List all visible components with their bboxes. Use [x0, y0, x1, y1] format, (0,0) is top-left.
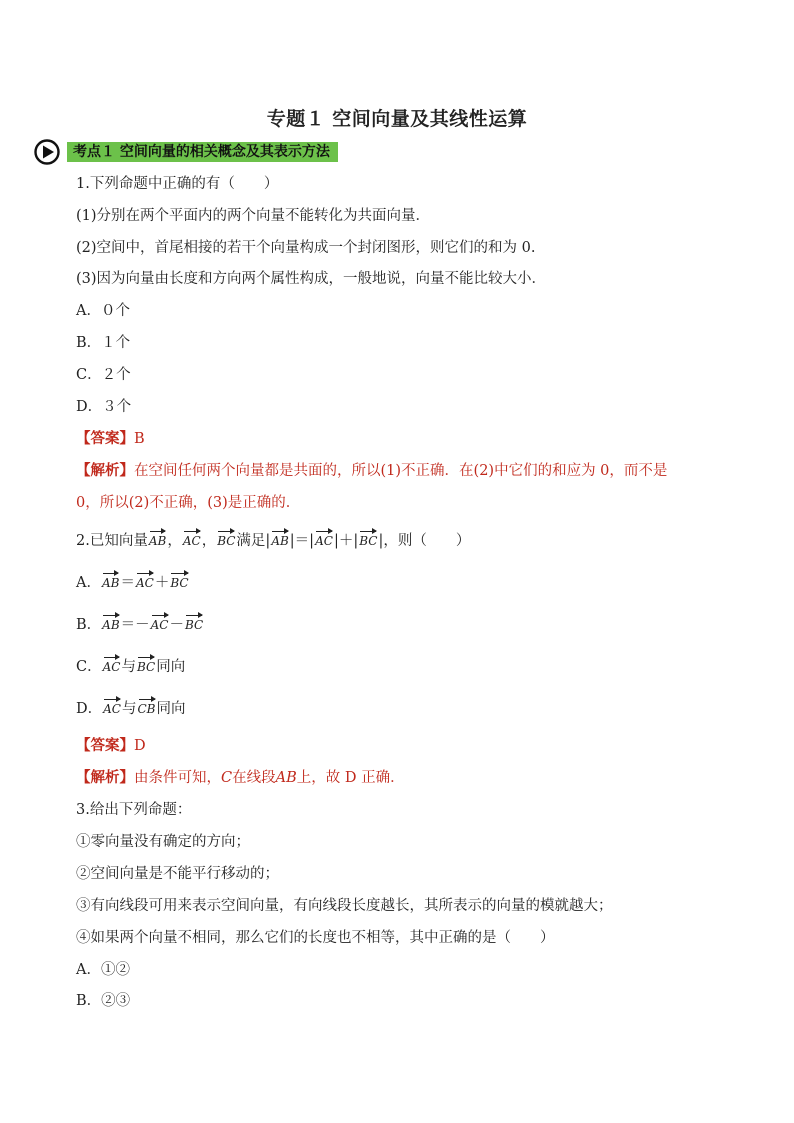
q2-stem: 2.已知向量AB，AC，BC满足|AB|＝|AC|＋|BC|，则（ ）	[76, 529, 470, 551]
q2-option-a: A．AB＝AC＋BC	[76, 571, 190, 593]
q2-stem-prefix: 2.已知向量	[76, 533, 148, 549]
vector-bc: BC	[217, 529, 235, 549]
q3-stem: 3.给出下列命题：	[76, 802, 192, 818]
q3-option-b: B．②③	[76, 993, 131, 1009]
analysis-tag: 【解析】	[76, 769, 134, 786]
vector-ab: AB	[149, 529, 166, 549]
vector-bc: BC	[137, 655, 155, 675]
answer-tag: 【答案】	[76, 737, 134, 754]
q1-option-c: C．２个	[76, 367, 131, 383]
vector-ac: AC	[103, 655, 121, 675]
q1-stem: 1.下列命题中正确的有（ ）	[76, 176, 279, 192]
q2-answer	[76, 736, 146, 756]
vector-ac: AC	[103, 697, 121, 717]
q1-option-d: D．３个	[76, 399, 132, 415]
q1-analysis-line-2: 0，所以(2)不正确，(3)是正确的．	[76, 495, 301, 511]
analysis-tag: 【解析】	[76, 462, 134, 479]
analysis-text: 在空间任何两个向量都是共面的，所以(1)不正确．在(2)中它们的和应为 0，而不是	[134, 463, 668, 479]
vector-cb: CB	[138, 697, 156, 717]
vector-ab: AB	[271, 529, 288, 549]
vector-ab: AB	[102, 571, 119, 591]
answer-value: B	[134, 431, 145, 447]
q2-option-b: B．AB＝－AC－BC	[76, 613, 204, 635]
q2-stem-suffix: |，则（ ）	[378, 533, 471, 549]
q2-analysis: 【解析】由条件可知，C在线段AB上，故 D 正确．	[76, 769, 405, 786]
answer-value: D	[134, 738, 146, 754]
vector-ac: AC	[315, 529, 333, 549]
vector-bc: BC	[359, 529, 377, 549]
q1-option-b: B．１个	[76, 335, 131, 351]
vector-bc: BC	[185, 613, 203, 633]
vector-bc: BC	[170, 571, 188, 591]
q1-analysis-line-1	[76, 461, 667, 481]
q1-answer	[76, 429, 145, 449]
q1-statement-3: (3)因为向量由长度和方向两个属性构成，一般地说，向量不能比较大小．	[76, 271, 547, 287]
q1-statement-1: (1)分别在两个平面内的两个向量不能转化为共面向量．	[76, 208, 431, 224]
vector-ac: AC	[136, 571, 154, 591]
q3-statement-2: ②空间向量是不能平行移动的；	[76, 866, 279, 882]
q3-statement-4: ④如果两个向量不相同，那么它们的长度也不相等，其中正确的是（ ）	[76, 930, 555, 946]
q3-statement-1: ①零向量没有确定的方向；	[76, 834, 250, 850]
q3-statement-3: ③有向线段可用来表示空间向量，有向线段长度越长，其所表示的向量的模就越大；	[76, 898, 613, 914]
page-title: 专题１ 空间向量及其线性运算	[266, 108, 528, 130]
vector-ac: AC	[151, 613, 169, 633]
section-label: 考点１ 空间向量的相关概念及其表示方法	[67, 142, 338, 162]
q1-statement-2: (2)空间中，首尾相接的若干个向量构成一个封闭图形，则它们的和为 0.	[76, 240, 536, 256]
q3-option-a: A．①②	[76, 962, 130, 978]
q1-option-a: A．０个	[76, 303, 130, 319]
vector-ab: AB	[102, 613, 119, 633]
play-circle-icon	[34, 139, 60, 165]
vector-ac: AC	[183, 529, 201, 549]
answer-tag: 【答案】	[76, 430, 134, 447]
q2-option-c: C．AC与BC同向	[76, 655, 185, 677]
q2-option-d: D．AC与CB同向	[76, 697, 186, 719]
